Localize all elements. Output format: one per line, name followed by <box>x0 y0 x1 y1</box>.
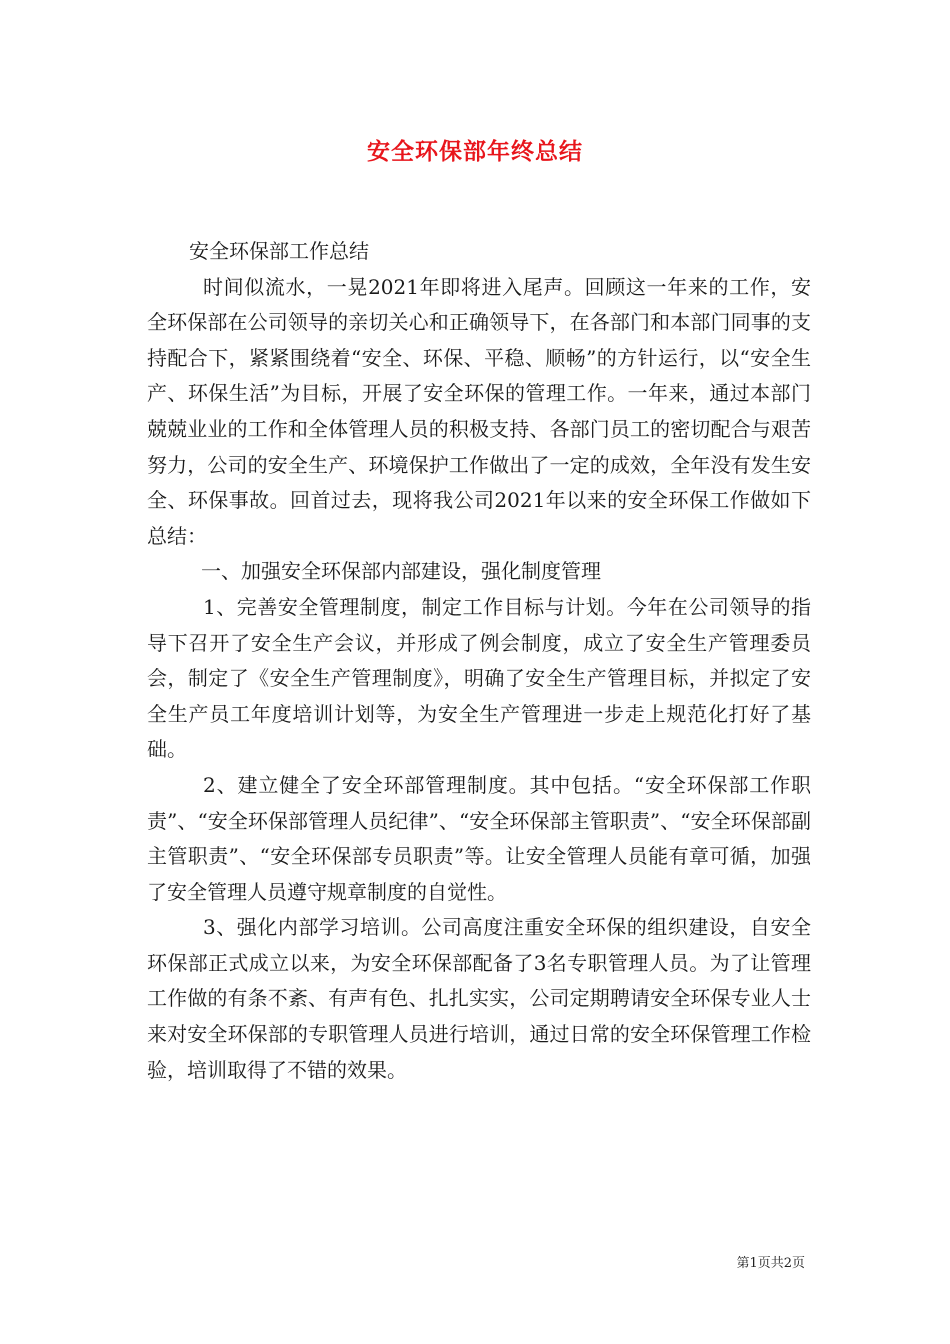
document-subtitle: 安全环保部工作总结 <box>189 239 369 263</box>
list-item-1: 1、完善安全管理制度，制定工作目标与计划。今年在公司领导的指导下召开了安全生产会议，并形成了例会制度，成立了安全生产管理委员会，制定了《安全生产管理制度》，明确了安全生产管理目标，并拟定了安全生产员工年度培训计划等，为安全生产管理进一步走上规范化打好了基础。 <box>147 594 811 762</box>
document-title: 安全环保部年终总结 <box>367 139 583 165</box>
page-number: 第1页共2页 <box>736 1256 805 1271</box>
document-body <box>147 234 811 1088</box>
section-heading: 一、加强安全环保部内部建设，强化制度管理 <box>201 559 601 584</box>
list-item-3: 3、强化内部学习培训。公司高度注重安全环保的组织建设，自安全环保部正式成立以来，为安全环保部配备了3名专职管理人员。为了让管理工作做的有条不紊、有声有色、扎扎实实，公司定期聘请安全环保专业人士来对安全环保部的专职管理人员进行培训，通过日常的安全环保管理工作检验，培训取得了不错的效果。 <box>147 915 811 1082</box>
list-item-2: 2、建立健全了安全环部管理制度。其中包括。“安全环保部工作职责”、“安全环保部管理人员纪律”、“安全环保部主管职责”、“安全环保部副主管职责”、“安全环保部专员职责”等。让安全管理人员能有章可循，加强了安全管理人员遵守规章制度的自觉性。 <box>147 772 811 904</box>
intro-paragraph: 时间似流水，一晃2021年即将进入尾声。回顾这一年来的工作，安全环保部在公司领导的亲切关心和正确领导下，在各部门和本部门同事的支持配合下，紧紧围绕着“安全、环保、平稳、顺畅”的方针运行，以“安全生产、环保生活”为目标，开展了安全环保的管理工作。一年来，通过本部门兢兢业业的工作和全体管理人员的积极支持、各部门员工的密切配合与艰苦努力，公司的安全生产、环境保护工作做出了一定的成效，全年没有发生安全、环保事故。回首过去，现将我公司2021年以来的安全环保工作做如下总结： <box>147 274 811 548</box>
